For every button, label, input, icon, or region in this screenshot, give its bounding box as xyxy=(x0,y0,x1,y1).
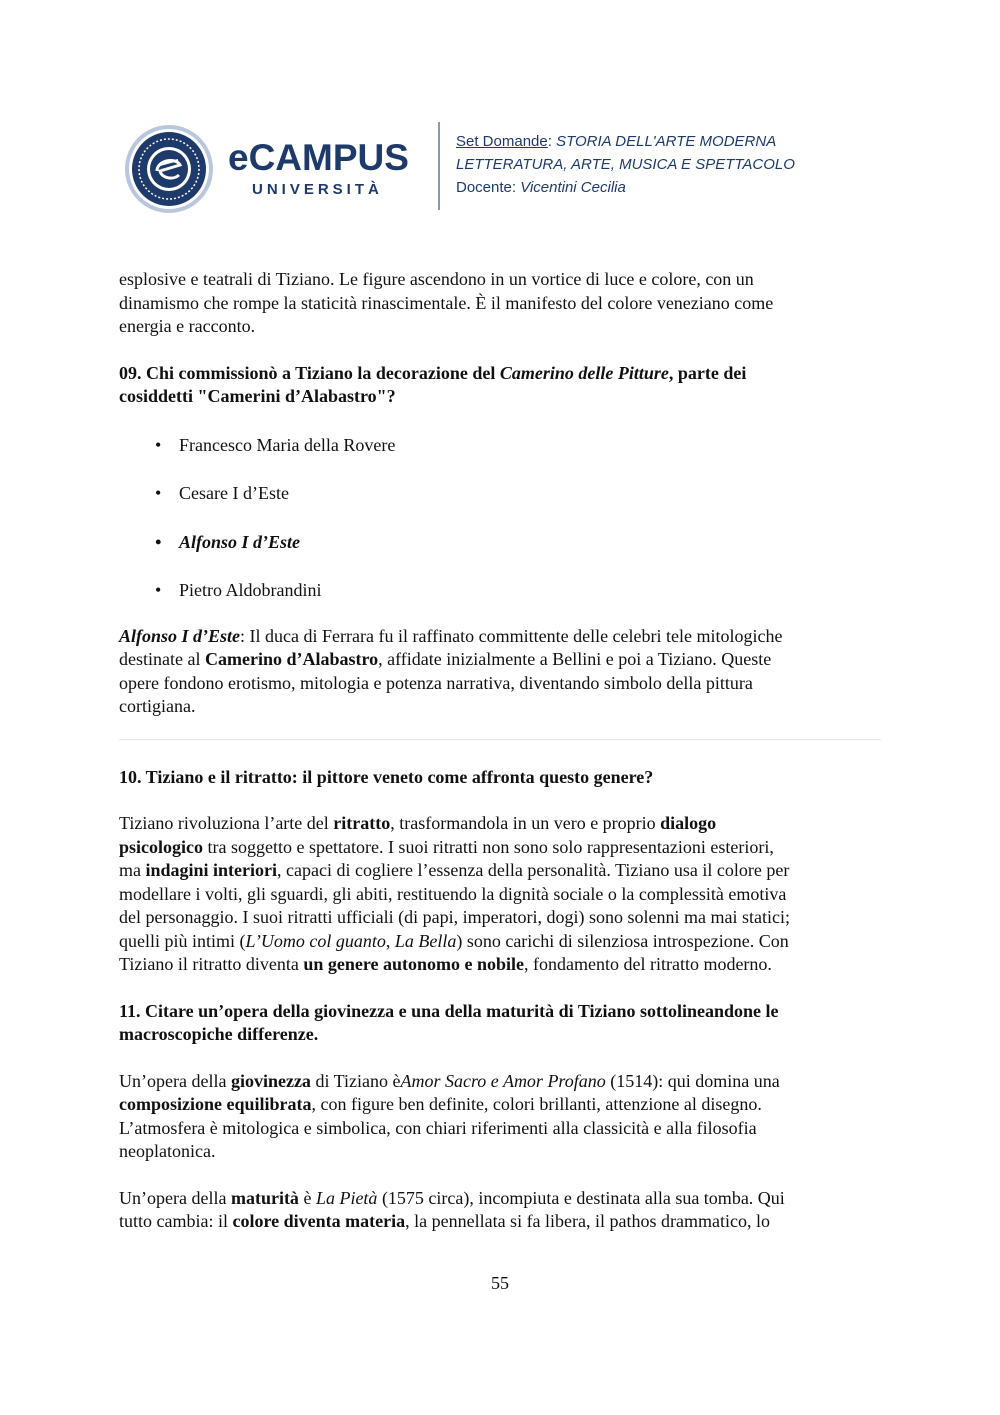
q11-p1-l1d: Amor Sacro e Amor Profano xyxy=(400,1070,606,1091)
question-11-title xyxy=(119,1000,881,1047)
question-9-answer xyxy=(119,625,881,719)
option-item xyxy=(155,579,881,603)
q10-l6d: La Bella xyxy=(394,930,457,951)
option-label: Francesco Maria della Rovere xyxy=(179,434,396,455)
question-11-answer-2 xyxy=(119,1187,881,1234)
q10-l2a: psicologico xyxy=(119,836,203,857)
option-label: Pietro Aldobrandini xyxy=(179,580,322,600)
q11-p1-l1e: (1514): qui domina una xyxy=(605,1070,780,1091)
option-item-correct xyxy=(155,531,881,555)
page-number: 55 xyxy=(491,1273,509,1293)
q10-l4: modellare i volti, gli sguardi, gli abiti, restituendo la dignità sociale o la complessità emotiva xyxy=(119,883,787,904)
option-item xyxy=(155,434,881,458)
page-header xyxy=(124,118,884,218)
docente-name: Vicentini Cecilia xyxy=(520,179,626,196)
answer-l2c: , affidate inizialmente a Bellini e poi a Tiziano. Queste xyxy=(378,649,772,669)
set-domande-label: Set Domande xyxy=(456,133,548,150)
bullet-icon: • xyxy=(155,434,162,455)
q11-p2-l2c: , la pennellata si fa libera, il pathos drammatico, lo xyxy=(405,1211,770,1231)
logo-main: CAMPUS xyxy=(248,137,409,178)
q11-p2-l1a: Un’opera della xyxy=(119,1187,231,1208)
q11-p1-l2a: composizione equilibrata xyxy=(119,1094,312,1114)
q11-p1-l1c: di Tiziano è xyxy=(310,1070,401,1091)
intro-line-2: dinamismo che rompe la staticità rinascimentale. È il manifesto del colore veneziano come xyxy=(119,292,774,313)
q11-p2-l2a: tutto cambia: il xyxy=(119,1211,233,1231)
page-content xyxy=(119,268,881,1234)
intro-line-1: esplosive e teatrali di Tiziano. Le figure ascendono in un vortice di luce e colore, con un xyxy=(119,269,754,289)
answer-label: Alfonso I d’Este xyxy=(119,625,241,646)
q10-l3b: indagini interiori xyxy=(145,860,278,880)
q11-p2-l1b: maturità xyxy=(230,1187,299,1208)
answer-l2b: Camerino d’Alabastro xyxy=(204,649,379,669)
q11-p1-l2b: , con figure ben definite, colori brillanti, attenzione al disegno. xyxy=(311,1094,762,1114)
answer-l3: opere fondono erotismo, mitologia e potenza narrativa, diventando simbolo della pittura xyxy=(119,672,753,693)
q11-p2-l1e: (1575 circa), incompiuta e destinata alla sua tomba. Qui xyxy=(377,1187,785,1208)
q10-l3a: ma xyxy=(119,860,146,880)
question-9-options xyxy=(119,434,881,603)
q10-l7c: , fondamento del ritratto moderno. xyxy=(524,954,772,974)
q11-p1-l1b: giovinezza xyxy=(230,1070,311,1091)
q11-title-l1: 11. Citare un’opera della giovinezza e una della maturità di Tiziano sottolineandone le xyxy=(119,1000,779,1021)
q11-p1-l1a: Un’opera della xyxy=(119,1070,231,1091)
q10-l6c: , xyxy=(385,930,395,951)
question-10-title: 10. Tiziano e il ritratto: il pittore veneto come affronta questo genere? xyxy=(119,766,654,787)
q9-title-b: , parte dei xyxy=(668,362,747,383)
q11-p2-l1c: è xyxy=(298,1187,316,1208)
q11-p2-l2b: colore diventa materia xyxy=(232,1211,406,1231)
answer-l1: : Il duca di Ferrara fu il raffinato committente delle celebri tele mitologiche xyxy=(240,625,783,646)
q9-title-a: 09. Chi commissionò a Tiziano la decorazione del xyxy=(119,362,500,383)
option-label: Cesare I d’Este xyxy=(179,483,289,503)
q11-p1-l4: neoplatonica. xyxy=(119,1141,216,1161)
bullet-icon: • xyxy=(155,483,162,503)
logo-sub: UNIVERSITÀ xyxy=(252,181,383,198)
bullet-icon: • xyxy=(155,580,162,600)
q10-l6e: ) sono carichi di silenziosa introspezione. Con xyxy=(456,930,789,951)
q10-l2b: tra soggetto e spettatore. I suoi ritratti non sono solo rappresentazioni esteriori, xyxy=(203,836,774,857)
q9-title-line2: cosiddetti "Camerini d’Alabastro"? xyxy=(119,386,396,406)
ecampus-wordmark xyxy=(228,138,409,200)
course-title: STORIA DELL'ARTE MODERNA xyxy=(556,133,777,150)
q10-l7b: un genere autonomo e nobile xyxy=(303,954,524,974)
q10-l6a: quelli più intimi ( xyxy=(119,930,246,951)
course-area: LETTERATURA, ARTE, MUSICA E SPETTACOLO xyxy=(456,156,795,173)
q11-p2-l1d: La Pietà xyxy=(315,1187,378,1208)
q10-l1b: ritratto xyxy=(333,813,391,833)
q9-title-italic: Camerino delle Pitture xyxy=(499,362,669,383)
q10-l6b: L’Uomo col guanto xyxy=(245,930,386,951)
intro-paragraph xyxy=(119,268,881,339)
q10-l1c: , trasformandola in un vero e proprio xyxy=(390,813,661,833)
docente-label: Docente: xyxy=(456,179,517,196)
answer-l2a: destinate al xyxy=(119,649,205,669)
question-9-title xyxy=(119,362,881,409)
course-info: Set Domande: STORIA DELL'ARTE MODERNA LETTERATURA, ARTE, MUSICA E SPETTACOLO Docente: Vicentini Cecilia xyxy=(456,133,795,196)
q10-l3c: , capaci di cogliere l’essenza della personalità. Tiziano usa il colore per xyxy=(277,860,790,880)
bullet-icon: • xyxy=(155,531,162,552)
answer-l4: cortigiana. xyxy=(119,696,196,716)
q10-l1d: dialogo xyxy=(660,813,717,833)
option-item xyxy=(155,482,881,506)
intro-line-3: energia e racconto. xyxy=(119,316,256,336)
q10-l1a: Tiziano rivoluziona l’arte del xyxy=(119,813,334,833)
q11-p1-l3: L’atmosfera è mitologica e simbolica, con chiari riferimenti alla classicità e alla filosofia xyxy=(119,1117,757,1138)
question-10-answer xyxy=(119,812,881,977)
q10-l5: del personaggio. I suoi ritratti ufficiali (di papi, imperatori, dogi) sono solenni ma mai statici; xyxy=(119,907,791,927)
university-seal-logo xyxy=(124,124,214,214)
question-11-answer-1 xyxy=(119,1070,881,1164)
option-label: Alfonso I d’Este xyxy=(179,531,301,552)
q11-title-l2: macroscopiche differenze. xyxy=(119,1024,319,1044)
logo-prefix: e xyxy=(228,137,249,178)
header-divider xyxy=(438,122,440,210)
q10-l7a: Tiziano il ritratto diventa xyxy=(119,954,304,974)
